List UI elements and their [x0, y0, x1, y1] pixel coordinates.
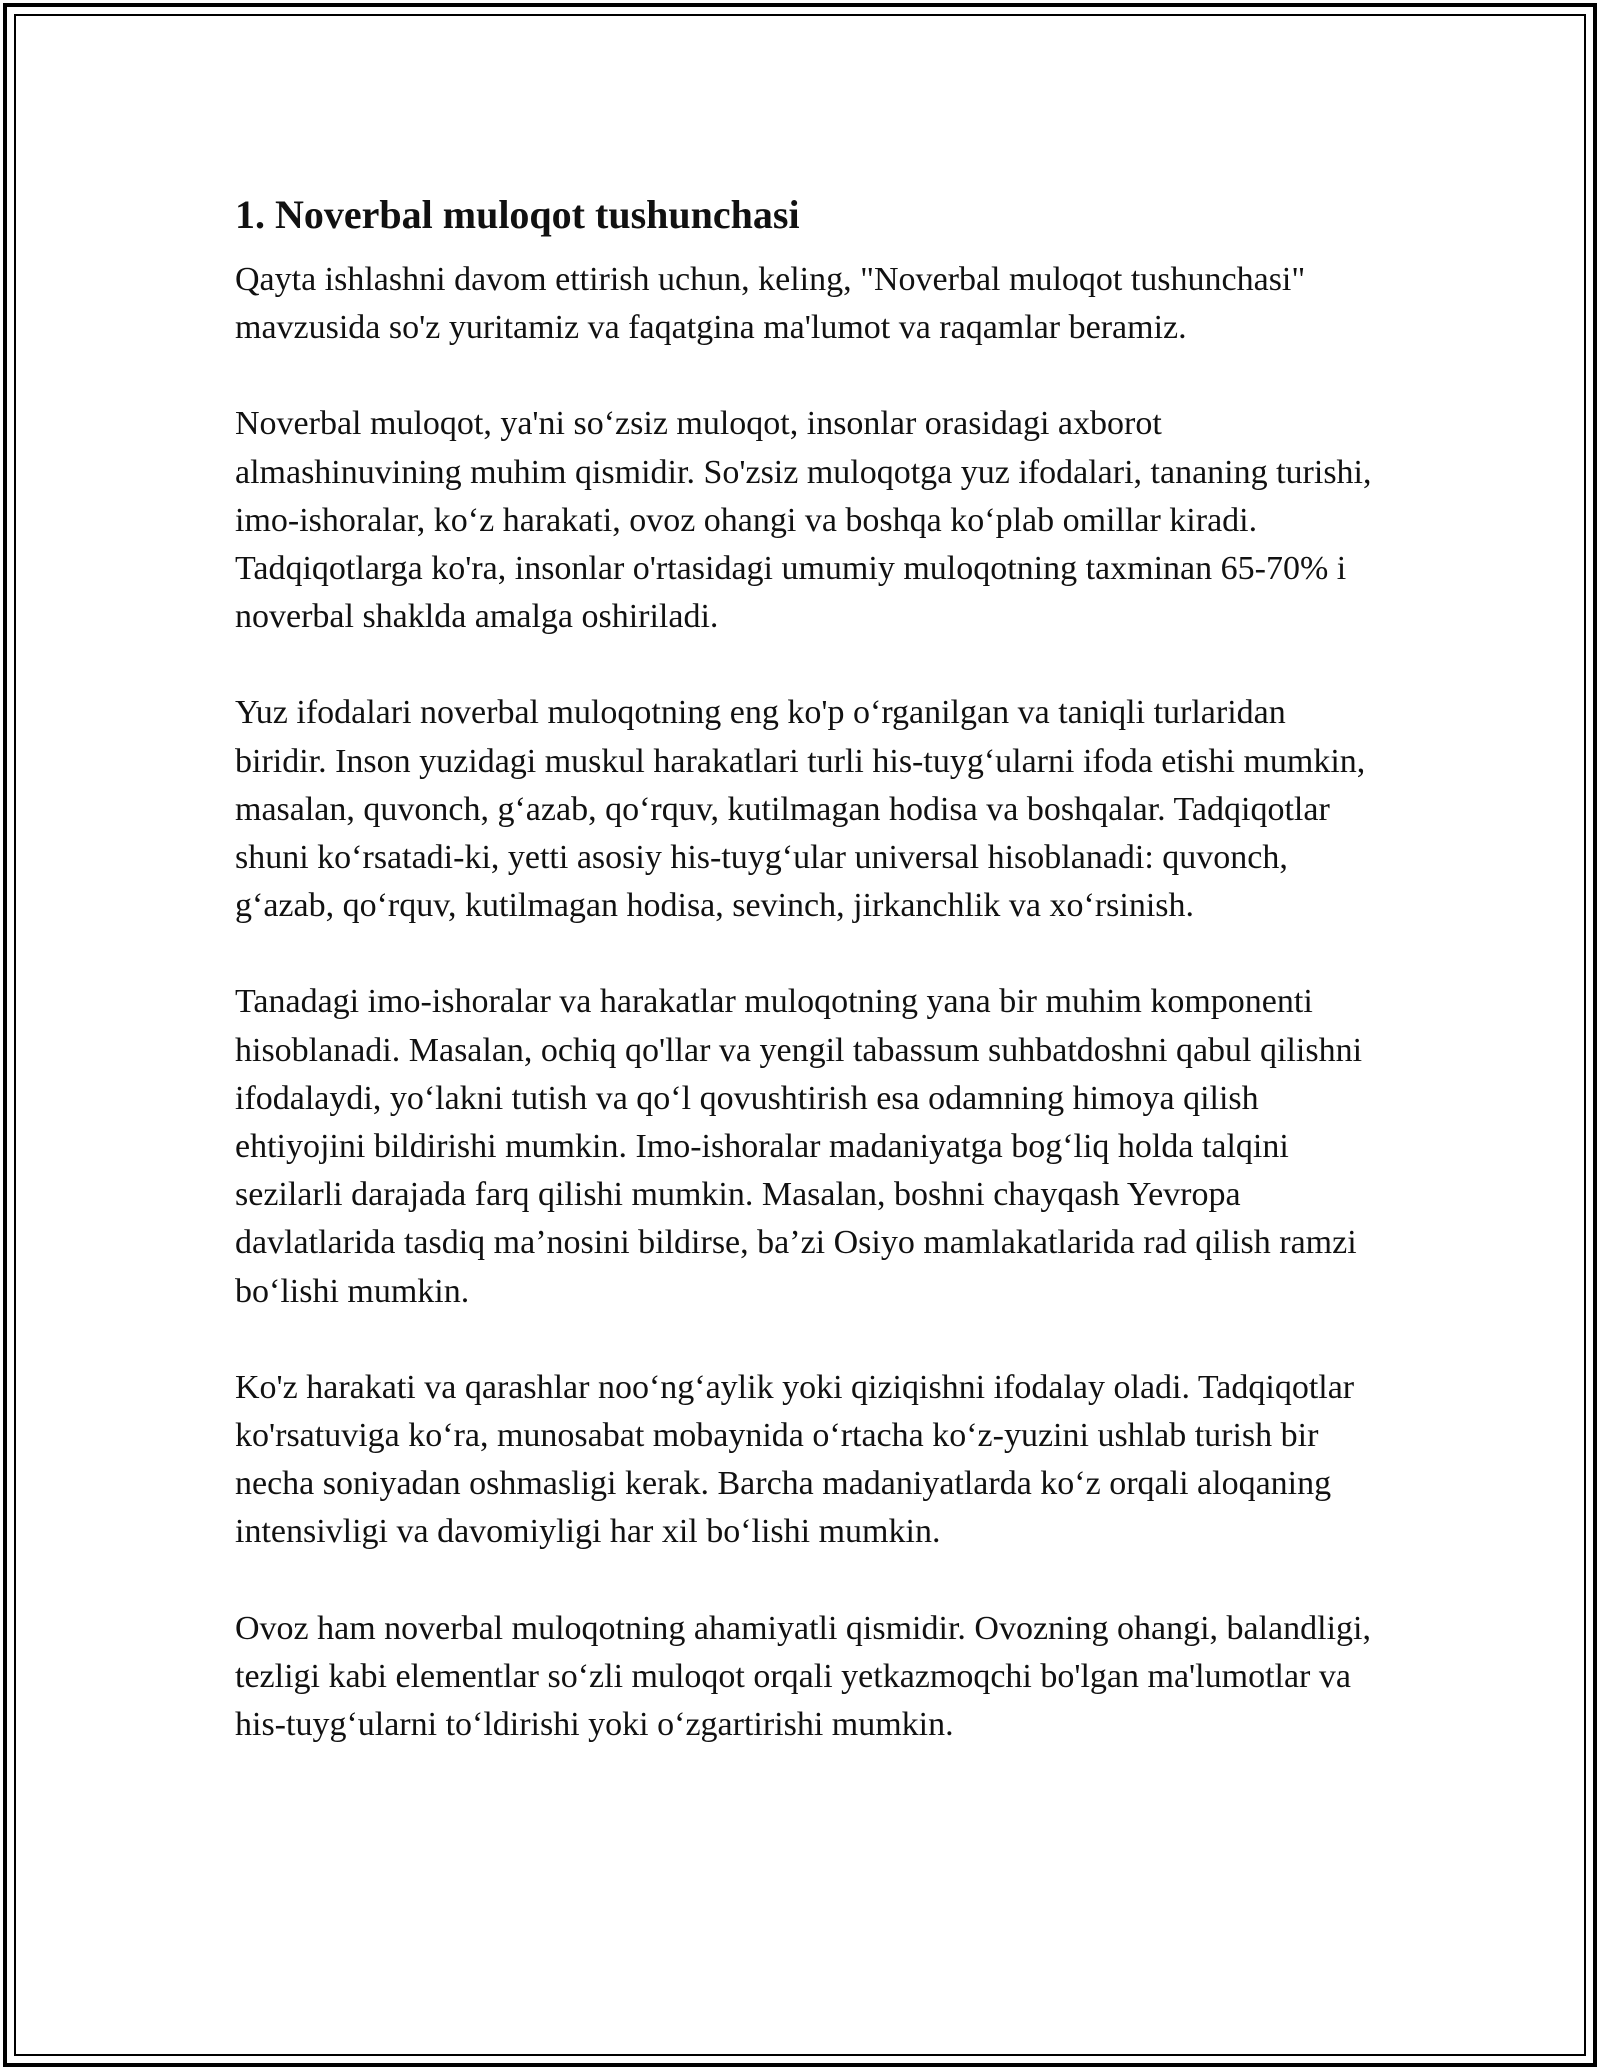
paragraph-gestures: Tanadagi imo-ishoralar va harakatlar muloqotning yana bir muhim komponenti hisoblanadi. Masalan, ochiq qo'llar va yengil tabassum suhbatdoshni qabul qilishni ifodalaydi, yo‘lakni tutish va qo‘l qovushtirish esa odamning himoya qilish ehtiyojini bildirishi mumkin. Imo-ishoralar madaniyatga bog‘liq holda talqini sezilarli darajada farq qilishi mumkin. Masalan, boshni chayqash Yevropa davlatlarida tasdiq ma’nosini bildirse, ba’zi Osiyo mamlakatlarida rad qilish ramzi bo‘lishi mumkin.: [235, 983, 1363, 1310]
paragraph-voice: Ovoz ham noverbal muloqotning ahamiyatli qismidir. Ovozning ohangi, balandligi, tezligi kabi elementlar so‘zli muloqot orqali yetkazmoqchi bo'lgan ma'lumotlar va his-tuyg‘ularni to‘ldirishi yoki o‘zgartirishi mumkin.: [235, 1609, 1371, 1744]
document-body: [235, 188, 1375, 1749]
paragraph-definition: Noverbal muloqot, ya'ni so‘zsiz muloqot, insonlar orasidagi axborot almashinuvining muhim qismidir. So'zsiz muloqotga yuz ifodalari, tananing turishi, imo-ishoralar, ko‘z harakati, ovoz ohangi va boshqa ko‘plab omillar kiradi. Tadqiqotlarga ko'ra, insonlar o'rtasidagi umumiy muloqotning taxminan 65-70% i noverbal shaklda amalga oshiriladi.: [235, 405, 1372, 636]
section-heading: 1. Noverbal muloqot tushunchasi: [235, 192, 800, 237]
paragraph-intro: Qayta ishlashni davom ettirish uchun, keling, "Noverbal muloqot tushunchasi" mavzusida so'z yuritamiz va faqatgina ma'lumot va raqamlar beramiz.: [235, 261, 1306, 347]
paragraph-eye-contact: Ko'z harakati va qarashlar noo‘ng‘aylik yoki qiziqishni ifodalay oladi. Tadqiqotlar ko'rsatuviga ko‘ra, munosabat mobaynida o‘rtacha ko‘z-yuzini ushlab turish bir necha soniyadan oshmasligi kerak. Barcha madaniyatlarda ko‘z orqali aloqaning intensivligi va davomiyligi har xil bo‘lishi mumkin.: [235, 1368, 1355, 1551]
paragraph-facial-expressions: Yuz ifodalari noverbal muloqotning eng ko'p o‘rganilgan va taniqli turlaridan biridir. Inson yuzidagi muskul harakatlari turli his-tuyg‘ularni ifoda etishi mumkin, masalan, quvonch, g‘azab, qo‘rquv, kutilmagan hodisa va boshqalar. Tadqiqotlar shuni ko‘rsatadi-ki, yetti asosiy his-tuyg‘ular universal hisoblanadi: quvonch, g‘azab, qo‘rquv, kutilmagan hodisa, sevinch, jirkanchlik va xo‘rsinish.: [235, 694, 1366, 925]
